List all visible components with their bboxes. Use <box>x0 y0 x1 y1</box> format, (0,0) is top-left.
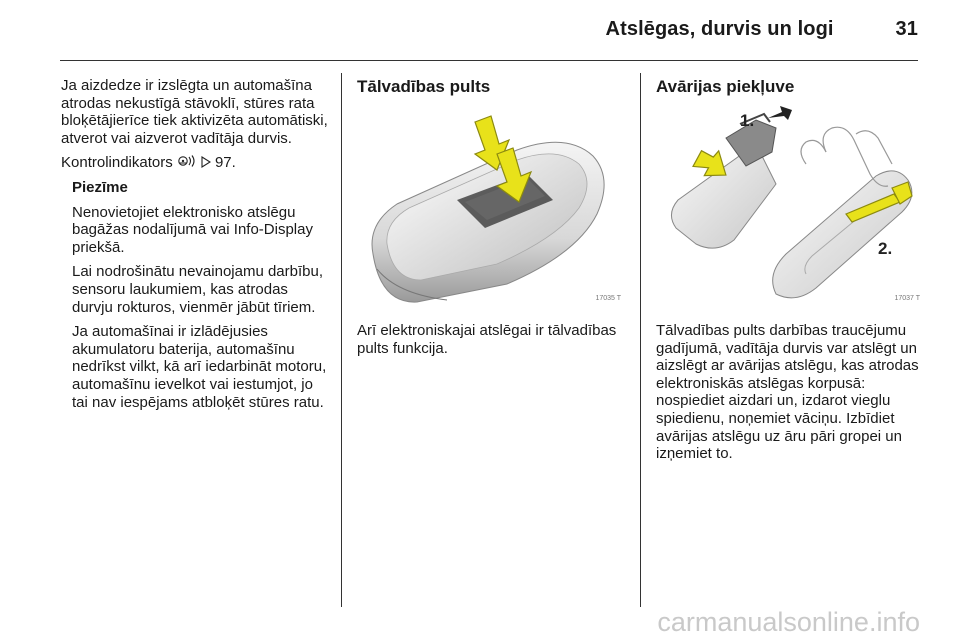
column-divider-1 <box>341 73 342 607</box>
header-rule <box>60 60 918 61</box>
note-block <box>72 179 329 411</box>
figure-code: 17035 T <box>595 295 621 303</box>
remote-key-illustration <box>357 104 623 310</box>
page-number: 31 <box>895 18 918 40</box>
note-title: Piezīme <box>72 178 128 196</box>
steering-lock-warning-icon <box>177 154 201 170</box>
intro-paragraph: Ja aizdedze ir izslēgta un automašīna atrodas nekustīgā stāvoklī, stūres rata bloķētājierīce tiek aktivizēta automātiski, atverot vai aizverot vadītāja durvis. <box>61 77 328 147</box>
indicator-label: Kontrolindikators <box>61 154 173 172</box>
page-reference-arrow-icon <box>201 154 215 171</box>
step-1-label: 1. <box>740 111 755 130</box>
emergency-text: Tālvadības pults darbības traucējumu gadījumā, vadītāja durvis var atslēgt un aizslēgt ar avārijas atslēgu, kas atrodas elektroniskās atslēgas korpusā: nospiediet aizdari un, izdarot vieglu spiedienu, noņemiet vāciņu. Izbīdiet avārijas atslēgu uz āru pāri gropei un izņemiet to. <box>656 322 919 463</box>
section-title-remote: Tālvadības pults <box>357 77 491 96</box>
step-2-label: 2. <box>878 239 893 258</box>
page-header <box>606 18 918 41</box>
note-paragraph-1: Nenovietojiet elektronisko atslēgu bagāžas nodalījumā vai Info-Display priekšā. <box>72 203 313 256</box>
header-title: Atslēgas, durvis un logi <box>605 18 834 40</box>
note-paragraph-2: Lai nodrošinātu nevainojamu darbību, sensoru laukumiem, kas atrodas durvju rokturos, vienmēr jābūt tīriem. <box>72 263 324 316</box>
column-left <box>61 77 329 418</box>
column-middle <box>357 77 627 364</box>
indicator-ref: 97. <box>214 154 236 172</box>
emergency-key-illustration <box>656 104 922 310</box>
section-title-emergency: Avārijas piekļuve <box>656 77 795 96</box>
column-divider-2 <box>640 73 641 607</box>
remote-text: Arī elektroniskajai atslēgai ir tālvadības pults funkcija. <box>357 322 617 357</box>
figure-code: 17037 T <box>894 295 920 303</box>
note-paragraph-3: Ja automašīnai ir izlādējusies akumulatoru baterija, automašīnu nedrīkst vilkt, kā arī iedarbināt motoru, automašīnu ievelkot vai iestumjot, jo tai nav iespējams atbloķēt stūres ratu. <box>72 323 327 411</box>
watermark: carmanualsonline.info <box>657 607 920 637</box>
indicator-paragraph <box>61 154 329 172</box>
emergency-key-figure <box>656 104 922 310</box>
column-right <box>656 77 926 470</box>
remote-key-figure <box>357 104 623 310</box>
